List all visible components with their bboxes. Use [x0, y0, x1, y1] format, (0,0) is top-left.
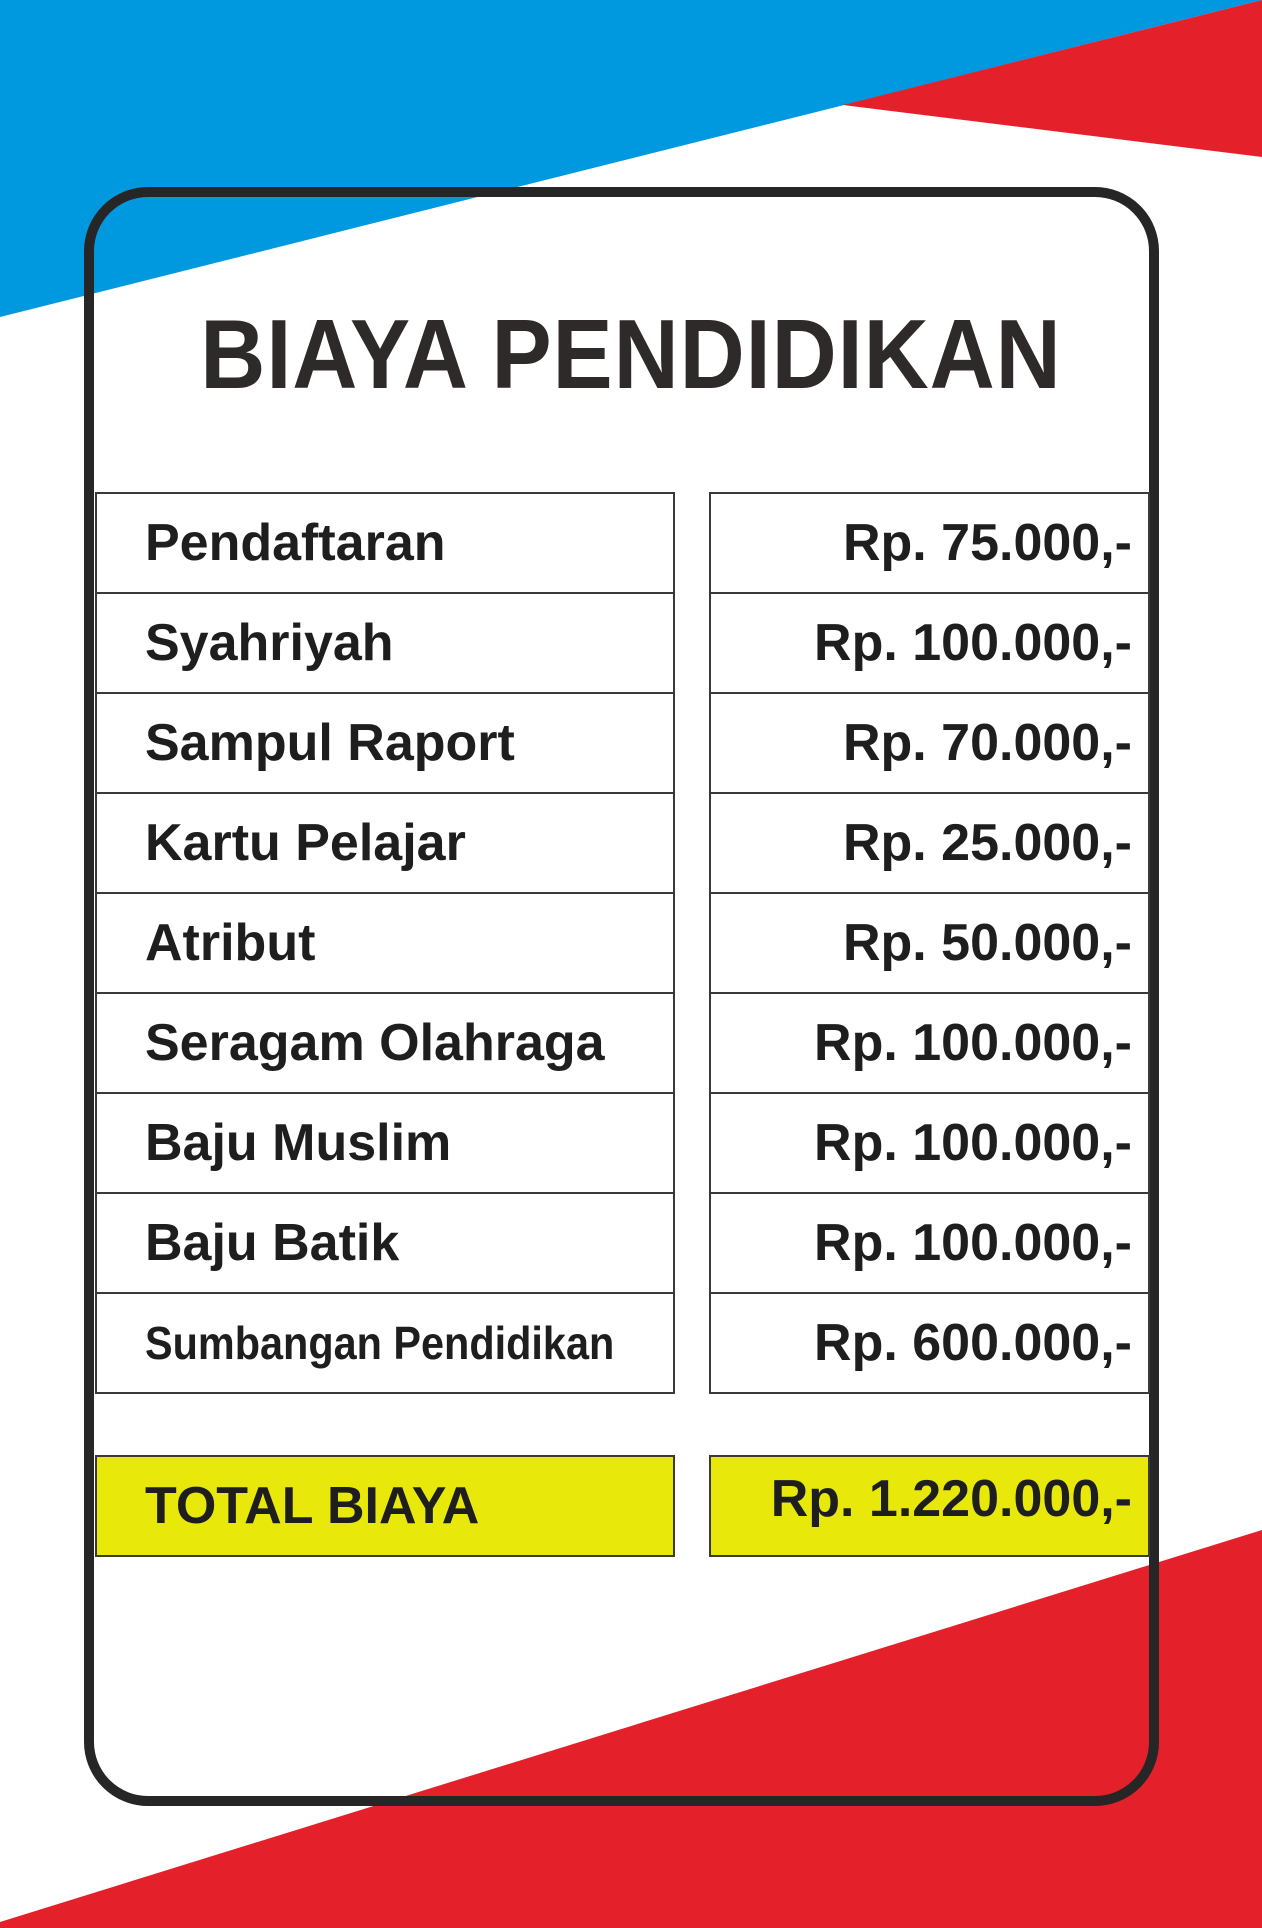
item-amount-cell: [709, 492, 1150, 594]
total-label: TOTAL BIAYA: [145, 1477, 480, 1535]
item-label-cell: [95, 592, 675, 694]
item-label-cell: [95, 892, 675, 994]
item-amount: Rp. 100.000,-: [814, 614, 1132, 672]
item-amount: Rp. 25.000,-: [842, 814, 1132, 872]
item-amount-cell: [709, 1092, 1150, 1194]
page-title: BIAYA PENDIDIKAN: [200, 299, 1062, 409]
item-label: Seragam Olahraga: [145, 1014, 605, 1072]
item-label-cell: [95, 1092, 675, 1194]
total-label-cell: [95, 1455, 675, 1557]
item-label-cell: [95, 1292, 675, 1394]
item-amount-cell: [709, 1292, 1150, 1394]
item-amount-cell: [709, 1192, 1150, 1294]
item-amount: Rp. 600.000,-: [814, 1314, 1132, 1372]
item-amount-cell: [709, 992, 1150, 1094]
item-label: Kartu Pelajar: [145, 814, 466, 872]
item-label-cell: [95, 692, 675, 794]
item-label-cell: [95, 492, 675, 594]
item-label: Sumbangan Pendidikan: [145, 1317, 615, 1369]
item-amount-cell: [709, 692, 1150, 794]
item-amount-cell: [709, 892, 1150, 994]
item-amount-cell: [709, 792, 1150, 894]
item-amount-cell: [709, 592, 1150, 694]
item-amount: Rp. 100.000,-: [814, 1114, 1132, 1172]
total-amount: Rp. 1.220.000,-: [770, 1470, 1132, 1528]
item-label: Pendaftaran: [145, 514, 446, 572]
item-label: Baju Muslim: [145, 1114, 452, 1172]
item-label-cell: [95, 1192, 675, 1294]
item-label: Baju Batik: [145, 1214, 400, 1272]
item-amount: Rp. 100.000,-: [814, 1014, 1132, 1072]
item-label: Atribut: [145, 914, 316, 972]
item-label: Sampul Raport: [145, 714, 515, 772]
total-amount-cell: [709, 1455, 1150, 1557]
item-amount: Rp. 100.000,-: [814, 1214, 1132, 1272]
item-amount: Rp. 50.000,-: [842, 914, 1132, 972]
item-amount: Rp. 70.000,-: [842, 714, 1132, 772]
item-amount: Rp. 75.000,-: [842, 514, 1132, 572]
item-label-cell: [95, 792, 675, 894]
item-label-cell: [95, 992, 675, 1094]
item-label: Syahriyah: [145, 614, 394, 672]
